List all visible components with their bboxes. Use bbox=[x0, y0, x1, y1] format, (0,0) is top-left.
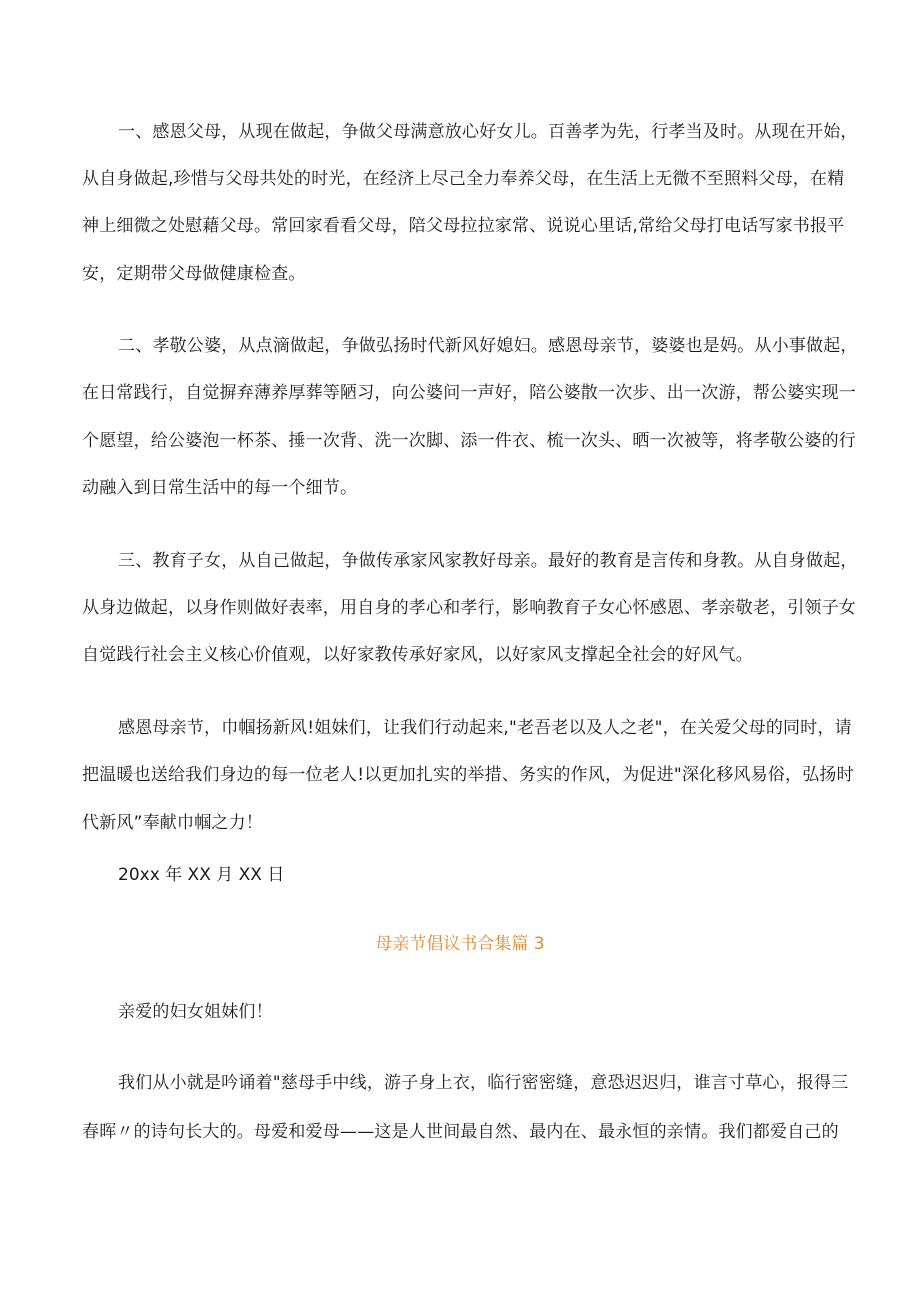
paragraph-1-line-3: 神上细微之处慰藉父母。常回家看看父母，陪父母拉拉家常、说说心里话,常给父母打电话写家书报平 bbox=[82, 216, 845, 236]
paragraph-4-line-2: 把温暖也送给我们身边的每一位老人!以更加扎实的举措、务实的作风，为促进"深化移风易俗，弘扬时 bbox=[82, 765, 854, 785]
paragraph-3-line-3: 自觉践行社会主义核心价值观，以好家教传承好家风，以好家风支撑起全社会的好风气。 bbox=[82, 645, 753, 665]
paragraph-1-line-2: 从自身做起,珍惜与父母共处的时光，在经济上尽己全力奉养父母，在生活上无微不至照料父母，在精 bbox=[82, 169, 845, 189]
document-date: 20xx 年 XX 月 XX 日 bbox=[118, 865, 285, 885]
section-heading: 母亲节倡议书合集篇 3 bbox=[375, 934, 545, 954]
paragraph-2-line-1: 二、孝敬公婆，从点滴做起，争做弘扬时代新风好媳妇。感恩母亲节，婆婆也是妈。从小事做起， bbox=[118, 336, 858, 356]
paragraph-2-line-4: 动融入到日常生活中的每一个细节。 bbox=[82, 478, 358, 498]
greeting: 亲爱的妇女姐妹们！ bbox=[118, 1002, 273, 1022]
paragraph-4-line-3: 代新风”奉献巾帼之力！ bbox=[82, 813, 264, 833]
paragraph-3-line-2: 从身边做起，以身作则做好表率，用自身的孝心和孝行，影响教育子女心怀感恩、孝亲敬老，引领子女 bbox=[82, 598, 856, 618]
final-paragraph-line-1: 我们从小就是吟诵着"慈母手中线，游子身上衣，临行密密缝，意恐迟迟归，谁言寸草心，报得三 bbox=[118, 1073, 849, 1093]
paragraph-1-line-1: 一、感恩父母，从现在做起，争做父母满意放心好女儿。百善孝为先，行孝当及时。从现在开始， bbox=[118, 122, 858, 142]
final-paragraph-line-2: 春晖〃的诗句长大的。母爱和爱母——这是人世间最自然、最内在、最永恒的亲情。我们都爱自己的 bbox=[82, 1122, 839, 1142]
paragraph-4-line-1: 感恩母亲节，巾帼扬新风!姐妹们，让我们行动起来,"老吾老以及人之老"，在关爱父母的同时，请 bbox=[118, 718, 852, 738]
paragraph-2-line-3: 个愿望，给公婆泡一杯茶、捶一次背、洗一次脚、添一件衣、梳一次头、晒一次被等，将孝敬公婆的行 bbox=[82, 431, 856, 451]
paragraph-3-line-1: 三、教育子女，从自己做起，争做传承家风家教好母亲。最好的教育是言传和身教。从自身做起， bbox=[118, 551, 858, 571]
paragraph-1-line-4: 安，定期带父母做健康检查。 bbox=[82, 264, 306, 284]
paragraph-2-line-2: 在日常践行，自觉摒弃薄养厚葬等陋习，向公婆问一声好，陪公婆散一次步、出一次游，帮公婆实现一 bbox=[82, 383, 856, 403]
